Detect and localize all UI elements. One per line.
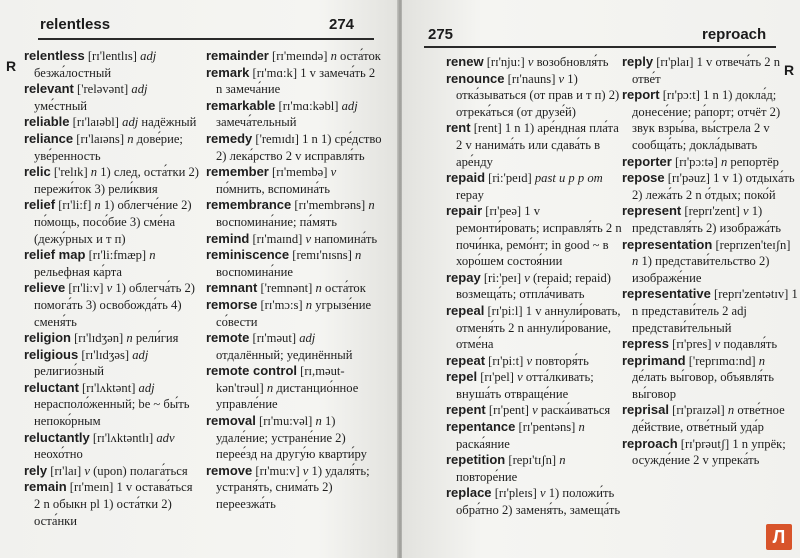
entry-transcription: [rɪ'mɔ:s] <box>257 297 306 312</box>
entry-transcription: [rɪ'lʌktәnt] <box>78 380 139 395</box>
entry-definition: 1 n 1) докла́д; донесе́ние; ра́порт; отчёт 2) звук взры́ва, вы́стрела 2 v сообща́ть; докла́дывать <box>632 88 781 152</box>
entry-transcription: [rɪ'li:v] <box>65 281 107 296</box>
entry-transcription: [rɪ'pleɪs] <box>491 486 540 501</box>
entry-transcription: [rɪ'nju:] <box>483 55 528 69</box>
dictionary-entry <box>622 286 798 336</box>
entry-part-of-speech: n <box>126 331 133 346</box>
entry-headword: remain <box>24 479 67 495</box>
dictionary-entry <box>622 170 798 203</box>
dictionary-entry <box>622 237 798 287</box>
dictionary-entry <box>24 463 200 480</box>
entry-part-of-speech: n <box>315 281 322 296</box>
dictionary-entry <box>206 330 382 363</box>
entry-transcription: [rɪ'mɑ:kәbl] <box>275 98 342 113</box>
entry-definition: подавля́ть <box>720 337 778 352</box>
right-header-word: reproach <box>702 26 767 43</box>
entry-part-of-speech: v <box>330 165 337 180</box>
entry-part-of-speech: n <box>305 297 313 312</box>
dictionary-entry <box>206 48 382 65</box>
dictionary-entry <box>446 54 622 71</box>
dictionary-entry <box>446 419 622 452</box>
entry-definition: 1 n упрёк; осужде́ние 2 v упрека́ть <box>632 436 786 468</box>
entry-transcription: [rɪ'pɔ:t] <box>659 88 704 103</box>
entry-headword: relief map <box>24 247 86 263</box>
entry-definition: 1) отка́зываться (от прав и т п) 2) отрека́ться (от друзе́й) <box>456 71 620 119</box>
entry-part-of-speech: v <box>524 270 530 285</box>
dictionary-entry <box>24 114 200 131</box>
entry-headword: religion <box>24 330 71 346</box>
entry-definition: оста́ток <box>336 49 381 63</box>
dictionary-entry <box>206 98 382 131</box>
entry-headword: reliance <box>24 130 74 146</box>
entry-headword: reporter <box>622 153 672 169</box>
entry-part-of-speech: v <box>558 71 565 86</box>
entry-definition: отве́тное де́йствие, отве́тный уда́р <box>632 403 785 435</box>
entry-definition: отдалённый; уединённый <box>216 347 353 362</box>
entry-transcription: [rɪ'li:fmæp] <box>85 248 150 263</box>
dictionary-entry <box>24 164 200 197</box>
entry-part-of-speech: n <box>266 380 274 395</box>
entry-part-of-speech: adj <box>140 49 157 63</box>
entry-transcription: [rɪ'membә] <box>268 165 331 180</box>
entry-part-of-speech: n <box>330 49 337 63</box>
entry-headword: relief <box>24 197 56 213</box>
entry-headword: removal <box>206 413 256 429</box>
entry-definition: воспомина́ние; па́мять <box>216 214 337 229</box>
entry-transcription: [rɪ'pentәns] <box>515 420 579 435</box>
entry-headword: repress <box>622 336 669 352</box>
left-column-2 <box>206 48 382 513</box>
entry-transcription: [rɪ'lɪdʒәs] <box>78 347 133 362</box>
entry-definition: 1 v остава́ться 2 n обыкн pl 1) оста́тки 2) оста́нки <box>34 480 193 528</box>
entry-headword: reminiscence <box>206 247 290 263</box>
entry-headword: repel <box>446 369 478 385</box>
entry-transcription: [rɪ'pɔ:tә] <box>671 154 721 169</box>
entry-headword: representative <box>622 286 711 302</box>
entry-headword: remove <box>206 462 253 478</box>
entry-definition: репортёр <box>727 154 779 169</box>
entry-transcription: ['relɪk] <box>50 165 91 180</box>
right-section-letter: R <box>784 62 795 78</box>
entry-part-of-speech: n <box>720 154 728 169</box>
entry-definition: 1) представля́ть 2) изобража́ть <box>632 204 782 235</box>
entry-definition: по́мнить, вспомина́ть <box>216 181 331 196</box>
entry-transcription: [rɪ'meɪn] <box>66 480 117 495</box>
entry-part-of-speech: n <box>127 131 134 146</box>
entry-part-of-speech: n <box>368 198 375 213</box>
entry-transcription: [rɪ'pi:t] <box>485 353 527 368</box>
entry-part-of-speech: v <box>527 55 534 69</box>
entry-definition: repay <box>456 187 484 202</box>
entry-headword: repose <box>622 170 665 186</box>
left-column-1 <box>24 48 200 529</box>
dictionary-entry <box>24 347 200 380</box>
entry-definition: 1 v 1) отдыха́ть 2) лежа́ть 2 n о́тдых; поко́й <box>632 171 795 202</box>
entry-part-of-speech: adj <box>131 82 148 97</box>
entry-transcription: [remɪ'nɪsns] <box>289 248 356 263</box>
dictionary-entry <box>446 203 622 269</box>
entry-transcription: ['reprɪmɑ:nd] <box>685 353 759 368</box>
entry-headword: reproach <box>622 435 678 451</box>
dictionary-entry <box>206 280 382 297</box>
dictionary-entry <box>206 131 382 164</box>
entry-headword: repay <box>446 269 481 285</box>
dictionary-entry <box>446 120 622 170</box>
dictionary-entry <box>622 402 798 435</box>
entry-definition: нерасполо́женный; be ~ бы́ть непоко́рным <box>34 397 190 429</box>
dictionary-entry <box>622 154 798 171</box>
entry-part-of-speech: v <box>84 463 90 478</box>
entry-transcription: [rɪ'mu:v] <box>252 463 303 478</box>
entry-definition: 1 n 1) аре́ндная пла́та 2 v нанима́ть или сдава́ть в аре́нду <box>456 121 619 169</box>
entry-transcription: [rɪ'lʌktәntlɪ] <box>89 430 157 445</box>
entry-transcription: [reprɪ'zentәtɪv] <box>710 287 792 302</box>
entry-definition: 1 v ремонти́ровать; исправля́ть 2 n почи́нка, ремо́нт; in good ~ в хоро́шем состоя́нии <box>456 204 622 269</box>
dictionary-entry <box>206 247 382 280</box>
entry-headword: repentance <box>446 419 516 435</box>
entry-definition: (upon) полага́ться <box>89 463 188 478</box>
right-header-rule <box>424 46 776 48</box>
entry-part-of-speech: v <box>106 281 113 296</box>
dictionary-entry <box>622 436 798 469</box>
dictionary-entry <box>24 380 200 430</box>
entry-definition: надёжный <box>138 115 197 130</box>
entry-headword: remote <box>206 330 250 346</box>
entry-headword: remedy <box>206 130 253 146</box>
entry-transcription: [rɪ'plaɪ] <box>653 55 697 69</box>
dictionary-entry <box>206 297 382 330</box>
entry-part-of-speech: n <box>578 420 585 435</box>
entry-definition: 1 n представи́тель 2 adj представи́тельный <box>632 287 798 335</box>
entry-headword: remarkable <box>206 97 276 113</box>
entry-definition: раска́иваться <box>537 403 611 418</box>
entry-definition: 1) облегче́ние 2) по́мощь, посо́бие 3) сме́на (дежу́рных и т п) <box>34 198 192 246</box>
left-page <box>0 0 398 558</box>
dictionary-entry <box>206 164 382 197</box>
entry-transcription: [rɪ'nauns] <box>504 71 559 86</box>
entry-headword: reliable <box>24 114 70 130</box>
dictionary-entry <box>206 413 382 463</box>
entry-headword: repent <box>446 402 486 418</box>
entry-definition: религио́зный <box>34 364 105 379</box>
entry-definition: 1) удаля́ть; устраня́ть, снима́ть 2) переезжа́ть <box>216 463 370 512</box>
entry-headword: reply <box>622 54 654 69</box>
right-column-2 <box>622 54 798 469</box>
entry-part-of-speech: v <box>742 204 749 219</box>
entry-definition: 1) положи́ть обра́тно 2) заменя́ть, замеща́ть <box>456 486 621 518</box>
entry-definition: де́лать вы́говор, объявля́ть вы́говор <box>632 370 775 401</box>
right-column-1 <box>446 54 622 519</box>
dictionary-entry <box>24 131 200 164</box>
right-page-number: 275 <box>428 26 454 43</box>
dictionary-entry <box>622 54 798 87</box>
entry-headword: repetition <box>446 452 506 468</box>
entry-transcription: ['relәvәnt] <box>73 82 132 97</box>
entry-transcription: [reprɪzen'teɪʃn] <box>712 237 791 252</box>
dictionary-entry <box>206 197 382 230</box>
entry-transcription: [rɪ'peә] <box>482 204 525 219</box>
entry-part-of-speech: v <box>302 463 309 478</box>
entry-transcription: ['remnәnt] <box>257 281 316 296</box>
entry-definition: повторя́ть <box>532 353 589 368</box>
entry-definition: раска́яние <box>456 436 510 451</box>
dictionary-entry <box>446 270 622 303</box>
entry-transcription: [rɪ'maɪnd] <box>249 231 306 246</box>
entry-transcription: [ri:'peɪ] <box>480 270 525 285</box>
entry-headword: relentless <box>24 48 85 63</box>
entry-headword: renew <box>446 54 484 69</box>
entry-headword: repaid <box>446 170 486 186</box>
entry-transcription: [rɪ'pent] <box>485 403 533 418</box>
entry-transcription: [rɪ'laɪәbl] <box>69 115 123 130</box>
entry-transcription: [rɪ'prәutʃ] <box>677 436 733 451</box>
entry-definition: 1) след, оста́тки 2) пережи́ток 3) рели́квия <box>34 165 200 196</box>
entry-headword: relic <box>24 164 51 180</box>
entry-definition: 1 n 1) сре́дство 2) лека́рство 2 v исправля́ть <box>216 131 382 163</box>
entry-definition: 1) облегча́ть 2) помога́ть 3) освобожда́ть 4) сменя́ть <box>34 281 195 329</box>
entry-transcription: [rɪ'meɪndә] <box>268 49 331 63</box>
left-header-word: relentless <box>40 16 111 33</box>
entry-part-of-speech: n <box>94 198 101 213</box>
entry-part-of-speech: v <box>539 486 546 501</box>
entry-transcription: [rent] <box>470 121 505 136</box>
entry-transcription: [rɪ'lentlɪs] <box>84 49 141 63</box>
entry-part-of-speech: n <box>355 248 362 263</box>
entry-transcription: [rɪ'li:f] <box>55 198 95 213</box>
entry-headword: remnant <box>206 280 258 296</box>
entry-definition: 1 v аннули́ровать, отменя́ть 2 n аннули́рование, отме́на <box>456 303 621 352</box>
entry-definition: рели́гия <box>132 331 179 346</box>
entry-transcription: [reprɪ'zent] <box>681 204 743 219</box>
dictionary-entry <box>24 330 200 347</box>
entry-headword: reprisal <box>622 402 669 418</box>
entry-headword: represent <box>622 203 682 219</box>
entry-headword: remark <box>206 64 250 80</box>
entry-transcription: [rɪ'laɪәns] <box>73 131 128 146</box>
entry-part-of-speech: n <box>315 414 322 429</box>
entry-definition: безжа́лостный <box>34 65 112 80</box>
entry-part-of-speech: n <box>727 403 735 418</box>
entry-transcription: [rɪ'pәuz] <box>664 171 714 186</box>
dictionary-entry <box>24 479 200 529</box>
entry-headword: repeat <box>446 352 486 368</box>
entry-headword: rent <box>446 120 471 136</box>
entry-headword: remembrance <box>206 197 292 213</box>
entry-transcription: [ri:'peɪd] <box>485 171 535 186</box>
entry-definition: отта́лкивать; внуша́ть отвраще́ние <box>456 370 594 401</box>
entry-transcription: [rɪ,mәut-kәn'trәul] <box>216 364 345 395</box>
entry-headword: remote control <box>206 363 298 379</box>
dictionary-entry <box>24 48 200 81</box>
dictionary-entry <box>446 485 622 518</box>
dictionary-entry <box>446 402 622 419</box>
entry-part-of-speech: n <box>90 165 98 180</box>
dictionary-entry <box>622 203 798 236</box>
entry-definition: 1 v отвеча́ть 2 n отве́т <box>632 55 781 86</box>
dictionary-entry <box>206 65 382 98</box>
entry-headword: remorse <box>206 296 258 312</box>
entry-headword: relieve <box>24 280 66 296</box>
entry-headword: relevant <box>24 81 74 97</box>
entry-part-of-speech: adj <box>299 331 316 346</box>
entry-definition: неохо́тно <box>34 447 83 462</box>
entry-part-of-speech: v <box>714 337 721 352</box>
entry-part-of-speech: adj <box>138 380 155 395</box>
entry-headword: remind <box>206 230 250 246</box>
entry-definition: замеча́тельный <box>216 115 297 130</box>
entry-transcription: [rɪ'mәut] <box>249 331 300 346</box>
entry-definition: возобновля́ть <box>533 55 609 69</box>
entry-definition: дове́рие; уве́ренность <box>34 131 183 163</box>
entry-headword: renounce <box>446 70 505 86</box>
entry-headword: representation <box>622 236 713 252</box>
entry-definition: дистанцио́нное управле́ние <box>216 380 359 412</box>
dictionary-entry <box>446 452 622 485</box>
entry-part-of-speech: adv <box>156 430 175 445</box>
entry-headword: repair <box>446 203 483 219</box>
entry-definition: 1) представи́тельство 2) изображе́ние <box>632 254 770 285</box>
dictionary-entry <box>446 71 622 121</box>
entry-headword: reluctantly <box>24 429 90 445</box>
dictionary-entry <box>24 430 200 463</box>
entry-headword: rely <box>24 462 48 478</box>
entry-transcription: [rɪ'laɪ] <box>47 463 85 478</box>
dictionary-entry <box>24 247 200 280</box>
dictionary-entry <box>446 369 622 402</box>
entry-definition: (repaid; repaid) возмеща́ть; отпла́чивать <box>456 270 611 302</box>
dictionary-entry <box>446 170 622 203</box>
dictionary-entry <box>24 280 200 330</box>
entry-part-of-speech: adj <box>341 98 358 113</box>
left-header-rule <box>38 38 374 40</box>
entry-definition: воспомина́ние <box>216 264 293 279</box>
entry-part-of-speech: past и p p от <box>534 171 603 186</box>
entry-transcription: [rɪ'pel] <box>477 370 518 385</box>
entry-transcription: [rɪ'membrәns] <box>291 198 369 213</box>
entry-transcription: [repɪ'tɪʃn] <box>505 453 560 468</box>
entry-headword: remainder <box>206 48 269 63</box>
dictionary-entry <box>446 303 622 353</box>
left-section-letter: R <box>6 58 17 74</box>
entry-transcription: [rɪ'mu:vәl] <box>255 414 316 429</box>
entry-part-of-speech: v <box>305 231 312 246</box>
left-page-number: 274 <box>329 16 355 33</box>
dictionary-entry <box>206 463 382 513</box>
entry-definition: 1 v замеча́ть 2 n замеча́ние <box>216 65 376 97</box>
entry-part-of-speech: v <box>526 353 533 368</box>
dictionary-entry <box>622 336 798 353</box>
entry-part-of-speech: adj <box>122 115 139 130</box>
entry-part-of-speech: n <box>149 248 156 263</box>
right-page <box>402 0 800 558</box>
entry-headword: repeal <box>446 302 485 318</box>
entry-part-of-speech: adj <box>132 347 149 362</box>
entry-part-of-speech: n <box>632 254 639 269</box>
entry-transcription: [rɪ'lɪdʒәn] <box>70 331 127 346</box>
entry-definition: 1) удале́ние; устране́ние 2) перее́зд на другу́ю кварти́ру <box>216 414 367 462</box>
entry-definition: оста́ток <box>321 281 366 296</box>
entry-transcription: [rɪ'pres] <box>668 337 715 352</box>
entry-part-of-speech: v <box>517 370 523 385</box>
entry-headword: reluctant <box>24 379 79 395</box>
entry-headword: remember <box>206 164 269 180</box>
dictionary-entry <box>24 197 200 247</box>
entry-definition: угрызе́ние со́вести <box>216 297 372 329</box>
entry-headword: religious <box>24 346 79 362</box>
entry-part-of-speech: n <box>758 353 766 368</box>
dictionary-entry <box>622 87 798 153</box>
entry-headword: report <box>622 87 660 103</box>
entry-part-of-speech: n <box>559 453 566 468</box>
entry-transcription: [rɪ'mɑ:k] <box>249 65 301 80</box>
entry-definition: повторе́ние <box>456 469 518 484</box>
entry-transcription: [rɪ'pi:l] <box>484 303 526 318</box>
entry-definition: рельефная ка́рта <box>34 264 122 279</box>
corner-logo: Л <box>766 524 792 550</box>
entry-headword: replace <box>446 485 492 501</box>
entry-headword: reprimand <box>622 352 686 368</box>
entry-definition: напомина́ть <box>311 231 378 246</box>
dictionary-entry <box>206 231 382 248</box>
entry-transcription: ['remɪdɪ] <box>252 131 303 146</box>
dictionary-entry <box>24 81 200 114</box>
entry-definition: уме́стный <box>34 98 88 113</box>
entry-part-of-speech: v <box>532 403 538 418</box>
dictionary-entry <box>622 353 798 403</box>
entry-transcription: [rɪ'praɪzәl] <box>668 403 728 418</box>
dictionary-entry <box>446 353 622 370</box>
dictionary-entry <box>206 363 382 413</box>
